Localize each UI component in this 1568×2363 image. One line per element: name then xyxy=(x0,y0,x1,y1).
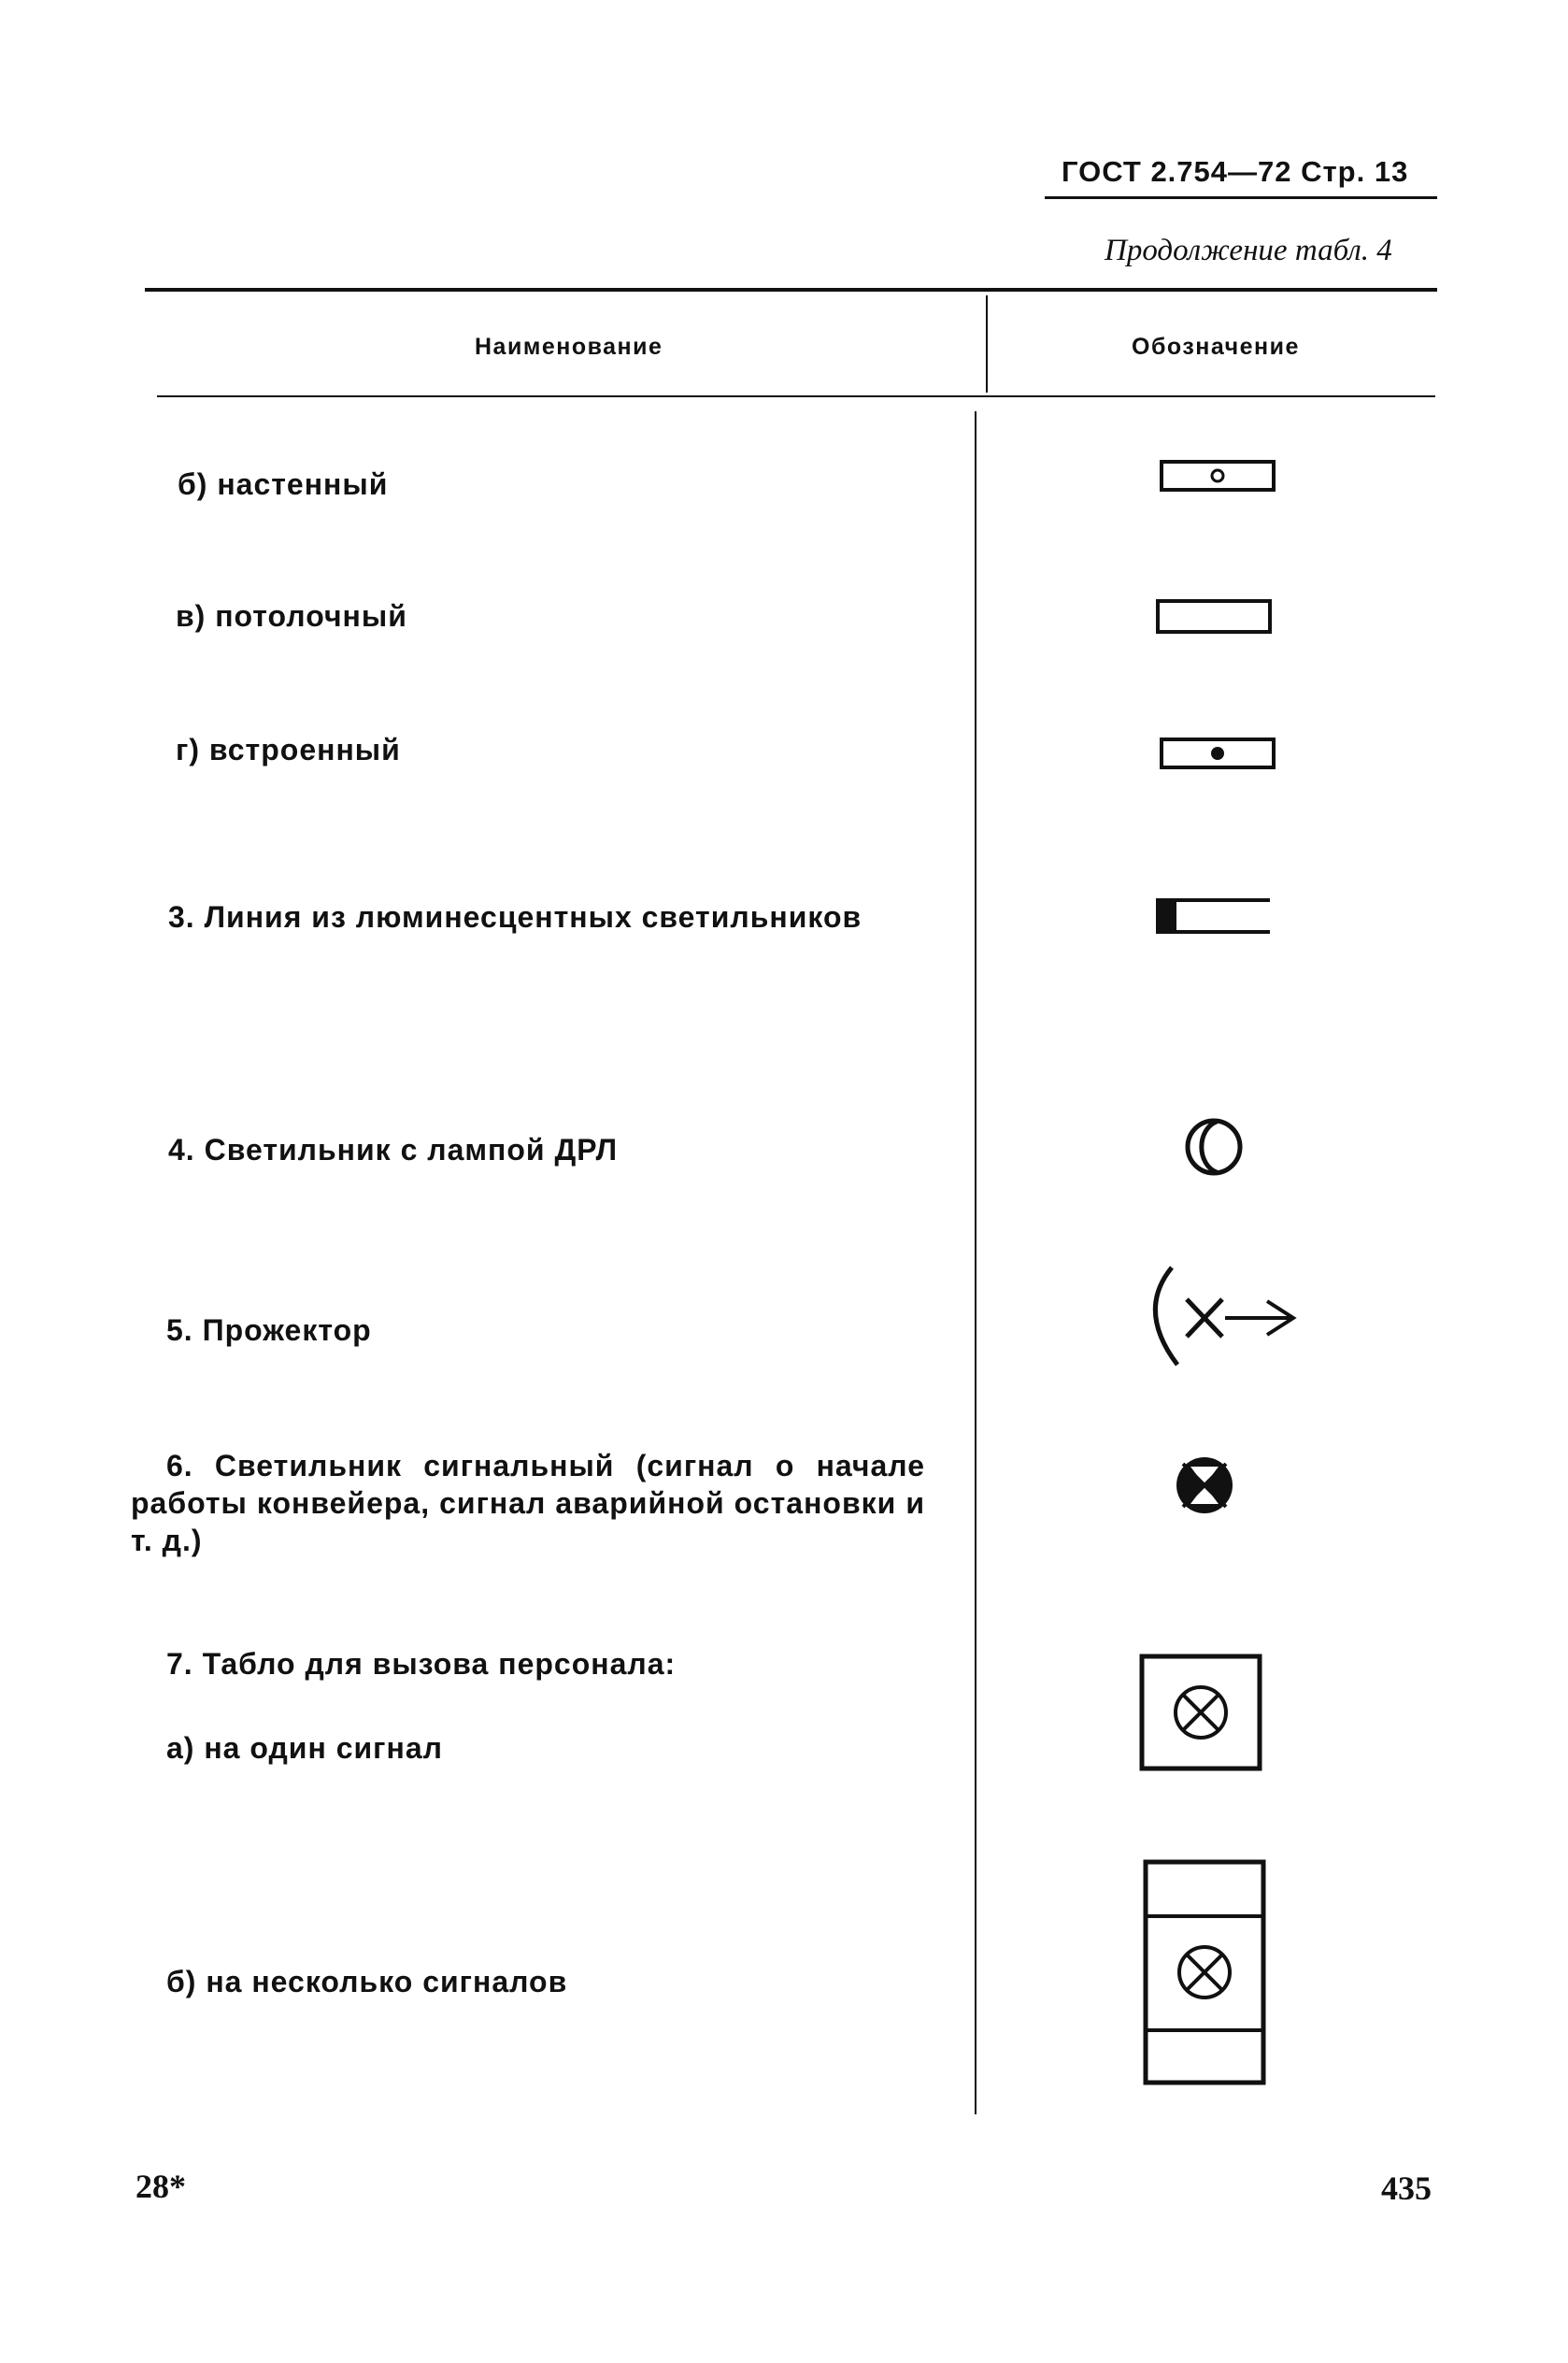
row-label-multi-signal: б) на несколько сигналов xyxy=(166,1965,568,1998)
table-top-rule xyxy=(145,288,1437,292)
wall-luminaire-icon xyxy=(1159,458,1280,495)
standard-header: ГОСТ 2.754—72 Стр. 13 xyxy=(1062,155,1409,188)
row-label-drl: 4. Светильник с лампой ДРЛ xyxy=(168,1133,619,1167)
multi-signal-panel-icon xyxy=(1142,1858,1273,2092)
signal-luminaire-icon xyxy=(1170,1451,1245,1525)
table-continuation-label: Продолжение табл. 4 xyxy=(1105,234,1392,267)
table-header-divider xyxy=(986,295,988,393)
table-column-divider xyxy=(975,411,976,2114)
footer-signature-mark: 28* xyxy=(135,2168,186,2205)
row-label-signal-luminaire: 6. Светильник сигнальный (сигнал о начале работы конвейера, сигнал аварийной остановки и т. д.) xyxy=(131,1449,925,1557)
single-signal-panel-icon xyxy=(1138,1653,1269,1774)
row-label-floodlight: 5. Прожектор xyxy=(166,1313,372,1347)
row-label-ceiling: в) потолочный xyxy=(176,599,407,633)
recessed-luminaire-icon xyxy=(1159,736,1280,773)
page-number: 435 xyxy=(1381,2170,1432,2207)
row-label-wall: б) настенный xyxy=(178,467,389,501)
ceiling-luminaire-icon xyxy=(1155,596,1276,637)
drl-lamp-icon xyxy=(1179,1112,1254,1187)
row-label-recessed: г) встроенный xyxy=(176,733,401,766)
floodlight-icon xyxy=(1136,1260,1304,1382)
row-label-call-panel: 7. Табло для вызова персонала: xyxy=(166,1647,677,1681)
header-underline xyxy=(1045,196,1437,199)
column-header-name: Наименование xyxy=(475,334,663,360)
row-label-single-signal: а) на один сигнал xyxy=(166,1731,443,1765)
row-label-fluorescent-line: 3. Линия из люминесцентных светильников xyxy=(168,900,862,934)
table-header-rule xyxy=(157,395,1435,397)
fluorescent-line-icon xyxy=(1153,892,1275,938)
column-header-symbol: Обозначение xyxy=(1132,334,1300,360)
